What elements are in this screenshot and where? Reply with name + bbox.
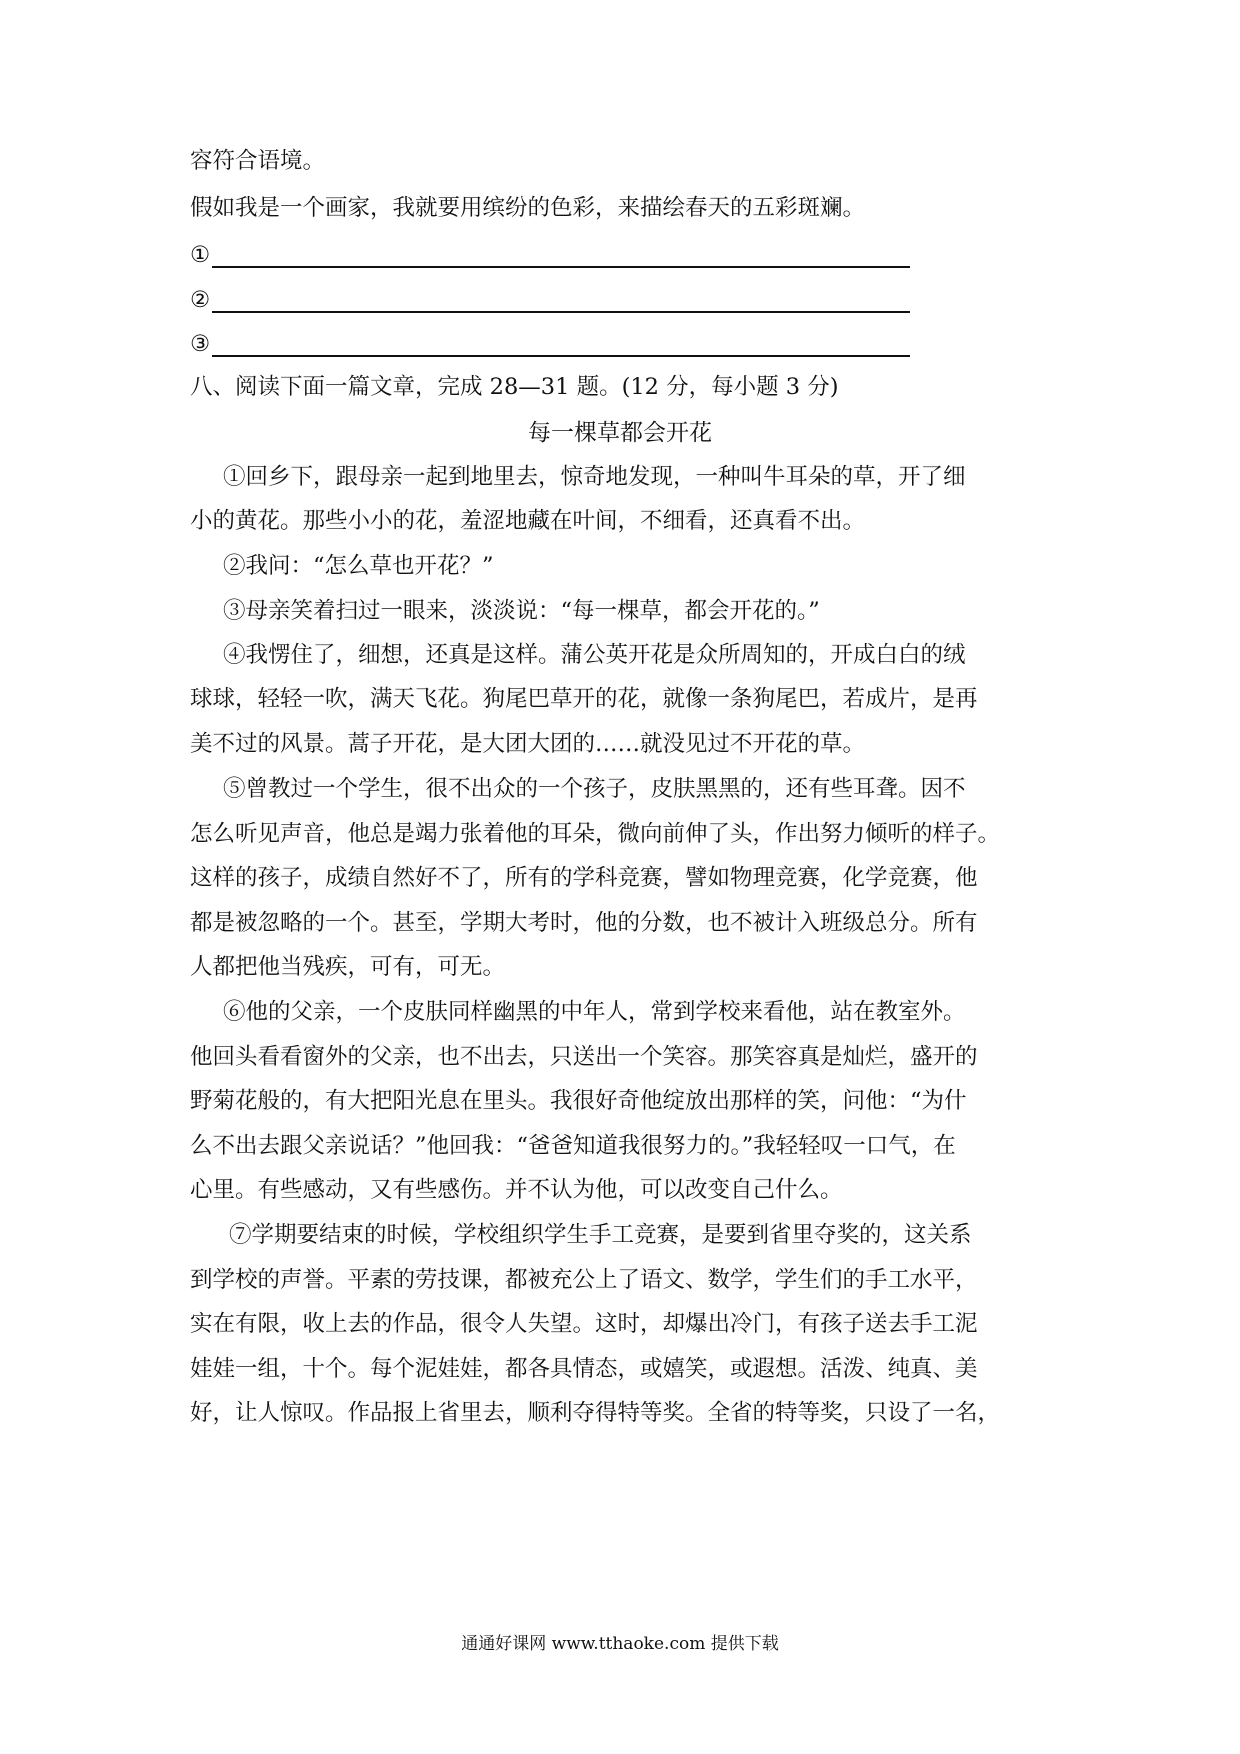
paragraph-line: 美不过的风景。蒿子开花，是大团大团的……就没见过不开花的草。 (190, 731, 866, 757)
blank-underline (212, 266, 910, 268)
paragraph-line: 小的黄花。那些小小的花，羞涩地藏在叶间，不细看，还真看不出。 (190, 508, 866, 534)
paragraph-line: 好，让人惊叹。作品报上省里去，顺利夺得特等奖。全省的特等奖，只设了一名， (190, 1400, 1001, 1426)
blank-number: ② (190, 287, 211, 313)
paragraph-line: 他回头看看窗外的父亲，也不出去，只送出一个笑容。那笑容真是灿烂，盛开的 (190, 1044, 978, 1070)
paragraph-line: ②我问：“怎么草也开花？” (223, 553, 494, 579)
page-footer: 通通好课网 www.tthaoke.com 提供下载 (461, 1634, 779, 1654)
paragraph-line: 这样的孩子，成绩自然好不了，所有的学科竞赛，譬如物理竞赛，化学竞赛，他 (190, 865, 978, 891)
paragraph-line: ③母亲笑着扫过一眼来，淡淡说：“每一棵草，都会开花的。” (223, 598, 820, 624)
blank-number: ③ (190, 331, 211, 357)
paragraph-line: 怎么听见声音，他总是竭力张着他的耳朵，微向前伸了头，作出努力倾听的样子。 (190, 821, 1001, 847)
blank-underline (212, 311, 910, 313)
paragraph-line: 人都把他当残疾，可有，可无。 (190, 954, 506, 980)
paragraph-line: 到学校的声誉。平素的劳技课，都被充公上了语文、数学，学生们的手工水平， (190, 1267, 978, 1293)
answer-blank[interactable] (190, 285, 212, 315)
text-line: 假如我是一个画家，我就要用缤纷的色彩，来描绘春天的五彩斑斓。 (190, 195, 866, 221)
paragraph-line: 实在有限，收上去的作品，很令人失望。这时，却爆出冷门，有孩子送去手工泥 (190, 1311, 978, 1337)
paragraph-line: ④我愣住了，细想，还真是这样。蒲公英开花是众所周知的，开成白白的绒 (223, 642, 966, 668)
paragraph-line: ①回乡下，跟母亲一起到地里去，惊奇地发现，一种叫牛耳朵的草，开了细 (223, 464, 966, 490)
text-line: 容符合语境。 (190, 148, 326, 174)
paragraph-line: 都是被忽略的一个。甚至，学期大考时，他的分数，也不被计入班级总分。所有 (190, 910, 978, 936)
blank-number: ① (190, 242, 211, 268)
blank-underline (212, 355, 910, 357)
paragraph-line: 野菊花般的，有大把阳光息在里头。我很好奇他绽放出那样的笑，问他：“为什 (190, 1088, 967, 1114)
paragraph-line: 球球，轻轻一吹，满天飞花。狗尾巴草开的花，就像一条狗尾巴，若成片，是再 (190, 686, 978, 712)
answer-blank[interactable] (190, 240, 212, 270)
article-title: 每一棵草都会开花 (528, 420, 712, 446)
paragraph-line: ⑤曾教过一个学生，很不出众的一个孩子，皮肤黑黑的，还有些耳聋。因不 (223, 776, 966, 802)
paragraph-line: 么不出去跟父亲说话？”他回我：“爸爸知道我很努力的。”我轻轻叹一口气，在 (190, 1133, 956, 1159)
paragraph-line: 娃娃一组，十个。每个泥娃娃，都各具情态，或嬉笑，或遐想。活泼、纯真、美 (190, 1356, 978, 1382)
paragraph-line: ⑥他的父亲，一个皮肤同样幽黑的中年人，常到学校来看他，站在教室外。 (223, 999, 966, 1025)
answer-blank[interactable] (190, 329, 212, 359)
paragraph-line: ⑦学期要结束的时候，学校组织学生手工竞赛，是要到省里夺奖的，这关系 (229, 1222, 972, 1248)
paragraph-line: 心里。有些感动，又有些感伤。并不认为他，可以改变自己什么。 (190, 1177, 843, 1203)
section-header: 八、阅读下面一篇文章，完成 28—31 题。(12 分，每小题 3 分) (190, 374, 839, 400)
